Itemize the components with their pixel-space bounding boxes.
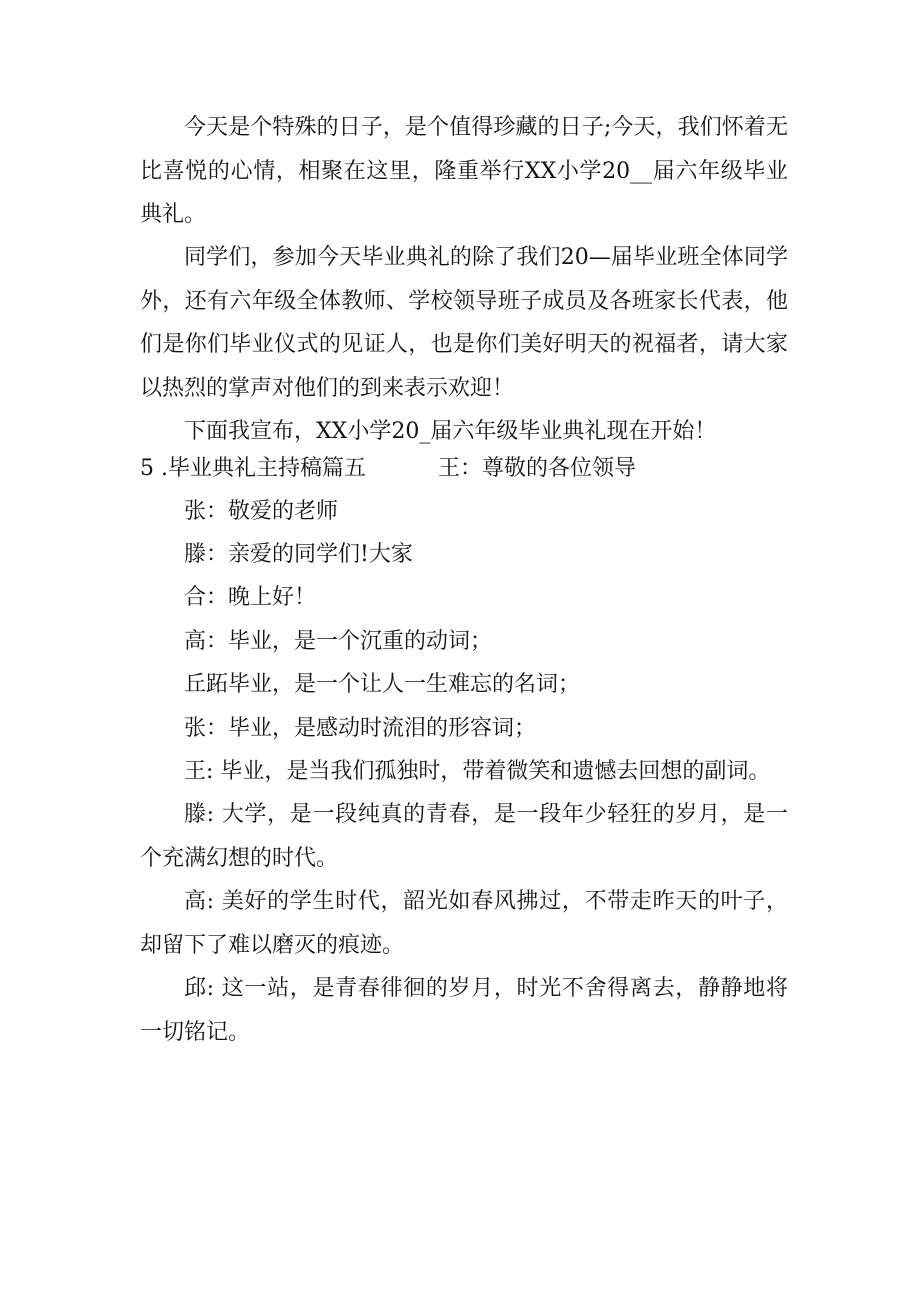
dialogue-line: 滕：亲爱的同学们!大家 [184, 542, 413, 567]
dialogue-paragraph: 滕: 大学，是一段纯真的青春，是一段年少轻狂的岁月，是一个充满幻想的时代。 [140, 802, 788, 871]
dialogue-line: 张：敬爱的老师 [184, 499, 339, 524]
dialogue-line: 丘跖毕业，是一个让人一生难忘的名词； [184, 672, 581, 697]
section-heading-tail: 王：尊敬的各位领导 [438, 456, 637, 481]
dialogue-paragraph: 高: 美好的学生时代，韶光如春风拂过，不带走昨天的叶子，却留下了难以磨灭的痕迹。 [140, 889, 788, 958]
paragraph-opening: 今天是个特殊的日子，是个值得珍藏的日子;今天，我们怀着无比喜悦的心情，相聚在这里，隆重举行XX小学20__届六年级毕业典礼。 [140, 115, 788, 227]
paragraph-announcement: 下面我宣布，XX小学20_届六年级毕业典礼现在开始！ [184, 419, 717, 444]
dialogue-line: 高：毕业，是一个沉重的动词； [184, 629, 493, 654]
dialogue-paragraph: 邱: 这一站，是青春徘徊的岁月，时光不舍得离去，静静地将一切铭记。 [140, 976, 788, 1045]
dialogue-line: 王: 毕业，是当我们孤独时，带着微笑和遗憾去回想的副词。 [184, 759, 771, 784]
dialogue-line: 合：晚上好！ [184, 585, 317, 610]
section-heading: 5 .毕业典礼主持稿篇五 [140, 456, 366, 481]
dialogue-line: 张：毕业，是感动时流泪的形容词； [184, 716, 537, 741]
paragraph-guests: 同学们，参加今天毕业典礼的除了我们20—届毕业班全体同学外，还有六年级全体教师、学校领导班子成员及各班家长代表，他们是你们毕业仪式的见证人，也是你们美好明天的祝福者，请大家以热烈的掌声对他们的到来表示欢迎！ [140, 245, 788, 401]
